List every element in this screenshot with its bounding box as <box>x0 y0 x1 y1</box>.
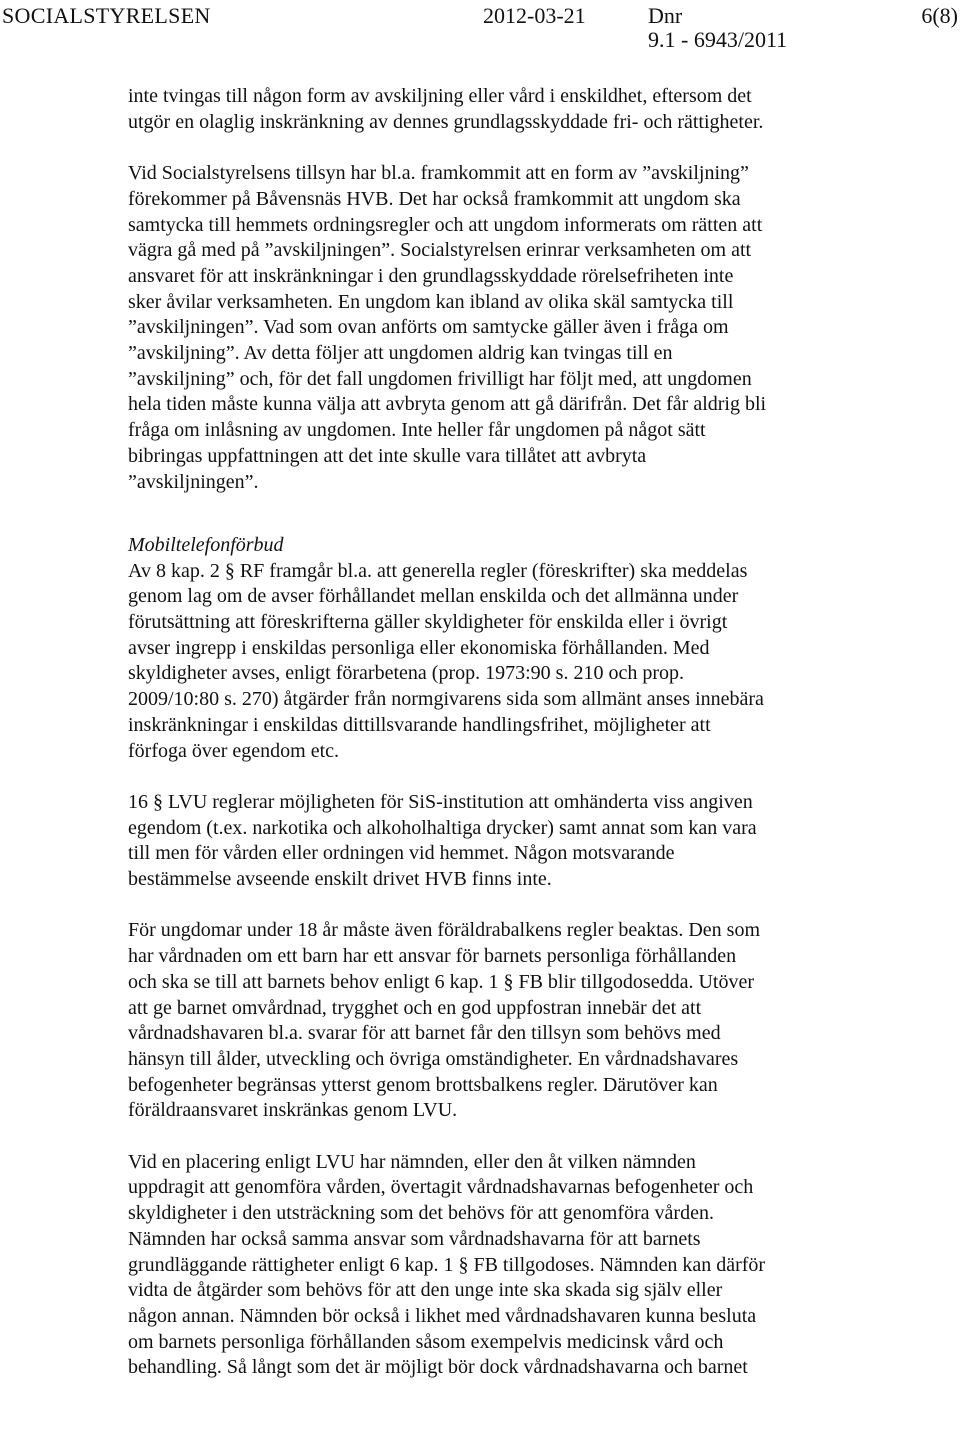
diary-number: 9.1 - 6943/2011 <box>648 27 788 52</box>
page-number: 6(8) <box>921 3 958 28</box>
text-line: Vid en placering enligt LVU har nämnden, eller den åt vilken nämnden <box>128 1150 696 1173</box>
text-line: att ge barnet omvårdnad, trygghet och en god uppfostran innebär det att <box>128 996 702 1019</box>
paragraph <box>128 161 848 495</box>
text-line: skyldigheter i den utsträckning som det behövs för att genomföra vården. <box>128 1202 714 1225</box>
text-line: befogenheter begränsas ytterst genom brottsbalkens regler. Därutöver kan <box>128 1073 718 1096</box>
text-line: ”avskiljning”. Av detta följer att ungdomen aldrig kan tvingas till en <box>128 342 673 365</box>
text-line: vidta de åtgärder som behövs för att den unge inte ska skada sig själv eller <box>128 1279 723 1302</box>
document-date: 2012-03-21 <box>483 3 586 28</box>
text-line: behandling. Så långt som det är möjligt bör dock vårdnadshavarna och barnet <box>128 1356 748 1379</box>
text-line: ”avskiljningen”. Vad som ovan anförts om samtycke gäller även i fråga om <box>128 316 729 339</box>
text-line: samtycka till hemmets ordningsregler och att ungdom informerats om rätten att <box>128 213 763 236</box>
text-line: uppdragit att genomföra vården, övertagit vårdnadshavarnas befogenheter och <box>128 1176 754 1199</box>
text-line: förutsättning att föreskrifterna gäller skyldigheter för enskilda eller i övrigt <box>128 611 728 634</box>
text-line: grundläggande rättigheter enligt 6 kap. 1 § FB tillgodoses. Nämnden kan därför <box>128 1253 766 1276</box>
text-line: någon annan. Nämnden bör också i likhet med vårdnadshavaren kunna besluta <box>128 1304 757 1327</box>
text-line: inskränkningar i enskildas dittillsvarande handlingsfrihet, möjligheter att <box>128 713 711 736</box>
text-line: 16 § LVU reglerar möjligheten för SiS-institution att omhänderta viss angiven <box>128 790 753 813</box>
text-line: För ungdomar under 18 år måste även föräldrabalkens regler beaktas. Den som <box>128 919 761 942</box>
text-line: bestämmelse avseende enskilt drivet HVB finns inte. <box>128 868 552 891</box>
document-body <box>128 84 848 1407</box>
text-line: förfoga över egendom etc. <box>128 739 340 762</box>
text-line: sker åvilar verksamheten. En ungdom kan ibland av olika skäl samtycka till <box>128 290 734 313</box>
text-line: avser ingrepp i enskildas personliga eller ekonomiska förhållanden. Med <box>128 636 710 659</box>
text-line: egendom (t.ex. narkotika och alkoholhaltiga drycker) samt annat som kan vara <box>128 816 757 839</box>
text-line: om barnets personliga förhållanden såsom exempelvis medicinsk vård och <box>128 1330 724 1353</box>
paragraph <box>128 84 848 135</box>
text-line: Nämnden har också samma ansvar som vårdnadshavarna för att barnets <box>128 1227 701 1250</box>
text-line: har vårdnaden om ett barn har ett ansvar för barnets personliga förhållanden <box>128 945 737 968</box>
paragraph <box>128 790 848 893</box>
text-line: hela tiden måste kunna välja att avbryta genom att gå därifrån. Det får aldrig bli <box>128 393 767 416</box>
spacer <box>128 521 848 533</box>
text-line: vårdnadshavaren bl.a. svarar för att barnet får den tillsyn som behövs med <box>128 1022 721 1045</box>
text-line: till men för vården eller ordningen vid hemmet. Någon motsvarande <box>128 842 675 865</box>
paragraph <box>128 918 848 1124</box>
text-line: föräldraansvaret inskränkas genom LVU. <box>128 1099 458 1122</box>
text-line: genom lag om de avser förhållandet mellan enskilda och det allmänna under <box>128 585 739 608</box>
text-line: 2009/10:80 s. 270) åtgärder från normgivarens sida som allmänt anses innebära <box>128 688 764 711</box>
text-line: hänsyn till ålder, utveckling och övriga omständigheter. En vårdnadshavares <box>128 1047 739 1070</box>
text-line: ”avskiljning” och, för det fall ungdomen frivilligt har följt med, att ungdomen <box>128 367 752 390</box>
text-line: Av 8 kap. 2 § RF framgår bl.a. att generella regler (föreskrifter) ska meddelas <box>128 559 748 582</box>
text-line: förekommer på Båvensnäs HVB. Det har också framkommit att ungdom ska <box>128 187 741 210</box>
text-line: och ska se till att barnets behov enligt 6 kap. 1 § FB blir tillgodosedda. Utöver <box>128 970 755 993</box>
text-line: inte tvingas till någon form av avskiljning eller vård i enskildhet, eftersom det <box>128 85 752 107</box>
text-line: Vid Socialstyrelsens tillsyn har bl.a. framkommit att en form av ”avskiljning” <box>128 162 749 185</box>
diary-number-label: Dnr <box>648 3 683 28</box>
text-line: skyldigheter avses, enligt förarbetena (prop. 1973:90 s. 210 och prop. <box>128 662 684 685</box>
paragraph <box>128 559 848 765</box>
text-line: ”avskiljningen”. <box>128 470 259 493</box>
page-header <box>0 0 960 50</box>
text-line: fråga om inlåsning av ungdomen. Inte heller får ungdomen på något sätt <box>128 419 706 442</box>
text-line: bibringas uppfattningen att det inte skulle vara tillåtet att avbryta <box>128 444 647 467</box>
text-line: ansvaret för att inskränkningar i den grundlagsskyddade rörelsefriheten inte <box>128 264 734 287</box>
section-heading: Mobiltelefonförbud <box>128 533 284 556</box>
paragraph <box>128 1150 848 1381</box>
text-line: utgör en olaglig inskränkning av dennes grundlagsskyddade fri- och rättigheter. <box>128 110 764 133</box>
text-line: vägra gå med på ”avskiljningen”. Socialstyrelsen erinrar verksamheten om att <box>128 239 752 262</box>
organization-name: SOCIALSTYRELSEN <box>2 3 211 28</box>
